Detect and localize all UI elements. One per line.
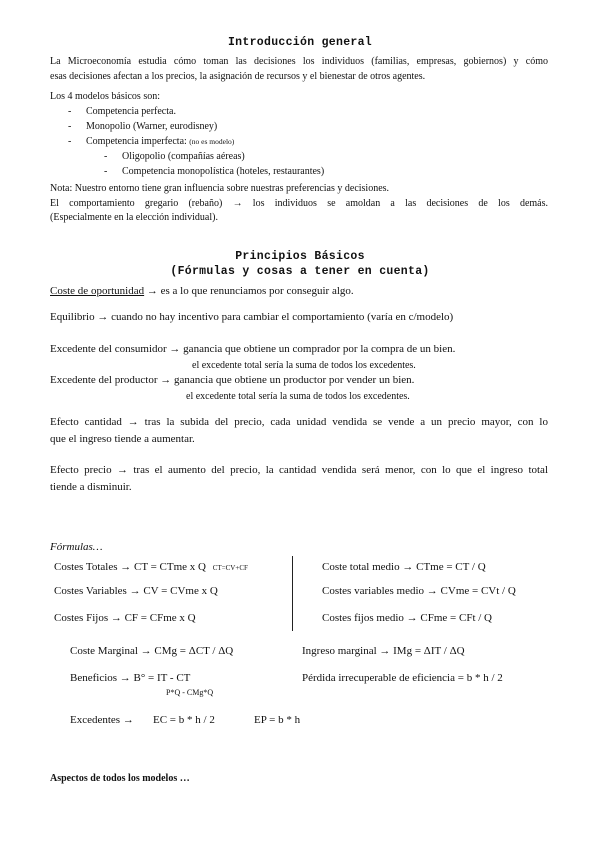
efecto-precio-line2: tiende a disminuir. [50,481,132,493]
formula-coste-total-medio: Coste total medio → CTme = CT / Q [322,561,486,573]
gregario-line2: (Especialmente en la elección individual). [50,212,218,223]
model-note: (no es modelo) [189,137,235,146]
list-dash: - [104,151,108,162]
model-competencia-imperfecta [86,136,234,147]
submodel-oligopolio: Oligopolio (compañías aéreas) [122,151,245,162]
list-dash: - [104,166,108,177]
formula-ep: EP = b * h [254,714,301,726]
coste-oportunidad-term: Coste de oportunidad [50,285,145,297]
formula-divider [292,556,293,631]
list-dash: - [68,121,72,132]
intro-paragraph-line2: esas decisiones afectan a los precios, la asignación de recursos y el bienestar de otros agentes. [50,71,426,82]
formula-coste-marginal: Coste Marginal → CMg = ΔCT / ΔQ [70,645,234,657]
excedente-consumidor: Excedente del consumidor → ganancia que obtiene un comprador por la compra de un bien. [50,343,456,355]
excedente-productor-total: el excedente total sería la suma de todos los excedentes. [186,391,410,402]
equilibrio: Equilibrio → cuando no hay incentivo para cambiar el comportamiento (varía en c/modelo) [50,311,454,323]
formula-costes-variables: Costes Variables → CV = CVme x Q [54,585,218,597]
formula-costes-variables-medio: Costes variables medio → CVme = CVt / Q [322,585,516,597]
list-dash: - [68,136,72,147]
models-intro: Los 4 modelos básicos son: [50,91,160,102]
list-dash: - [68,106,72,117]
model-list-item [68,136,71,147]
excedente-productor: Excedente del productor → ganancia que obtiene un productor por vender un bien. [50,374,415,386]
formula-excedentes-label: Excedentes → [70,714,134,726]
intro-title: Introducción general [227,36,373,49]
principles-title: Principios Básicos [235,250,365,263]
model-label: Competencia imperfecta: [86,136,187,147]
principles-subtitle: (Fórmulas y cosas a tener en cuenta) [170,265,430,278]
formula-text: Costes Totales → CT = CTme x Q [54,561,206,573]
submodel-list-item [104,166,107,177]
efecto-precio-line1: Efecto precio → tras el aumento del precio, la cantidad vendida será menor, con lo que el ingreso total [50,464,548,476]
formula-costes-fijos: Costes Fijos → CF = CFme x Q [54,612,196,624]
efecto-cantidad-line1: Efecto cantidad → tras la subida del precio, cada unidad vendida se vende a un precio mayor, con lo [50,416,548,428]
model-competencia-perfecta: Competencia perfecta. [86,106,176,117]
intro-paragraph-line1: La Microeconomía estudia cómo toman las decisiones los individuos (familias, empresas, gobiernos) y cómo [50,56,548,67]
excedente-consumidor-total: el excedente total sería la suma de todos los excedentes. [192,360,416,371]
submodel-competencia-monopolistica: Competencia monopolística (hoteles, restaurantes) [122,166,325,177]
formula-costes-totales [54,561,248,573]
model-list-item [68,121,71,132]
gregario-line1: El comportamiento gregario (rebaño) → los individuos se amoldan a las decisiones de los demás. [50,198,548,209]
model-list-item [68,106,71,117]
formula-note: CT=CV+CF [212,564,248,572]
submodel-list-item [104,151,107,162]
aspects-heading: Aspectos de todos los modelos … [50,773,190,784]
formula-ingreso-marginal: Ingreso marginal → IMg = ΔIT / ΔQ [302,645,465,657]
formula-beneficios-note: P*Q - CMg*Q [166,688,214,697]
formula-perdida-eficiencia: Pérdida irrecuperable de eficiencia = b * h / 2 [302,672,503,684]
coste-oportunidad [50,285,354,297]
formula-ec: EC = b * h / 2 [153,714,215,726]
efecto-cantidad-line2: que el ingreso tiende a aumentar. [50,433,195,445]
formula-costes-fijos-medio: Costes fijos medio → CFme = CFt / Q [322,612,492,624]
formula-beneficios: Beneficios → B° = IT - CT [70,672,191,684]
formulas-heading: Fórmulas… [50,541,103,553]
coste-oportunidad-def: → es a lo que renunciamos por conseguir algo. [144,285,354,297]
intro-note: Nota: Nuestro entorno tiene gran influencia sobre nuestras preferencias y decisiones. [50,183,390,194]
model-monopolio: Monopolio (Warner, eurodisney) [86,121,218,132]
